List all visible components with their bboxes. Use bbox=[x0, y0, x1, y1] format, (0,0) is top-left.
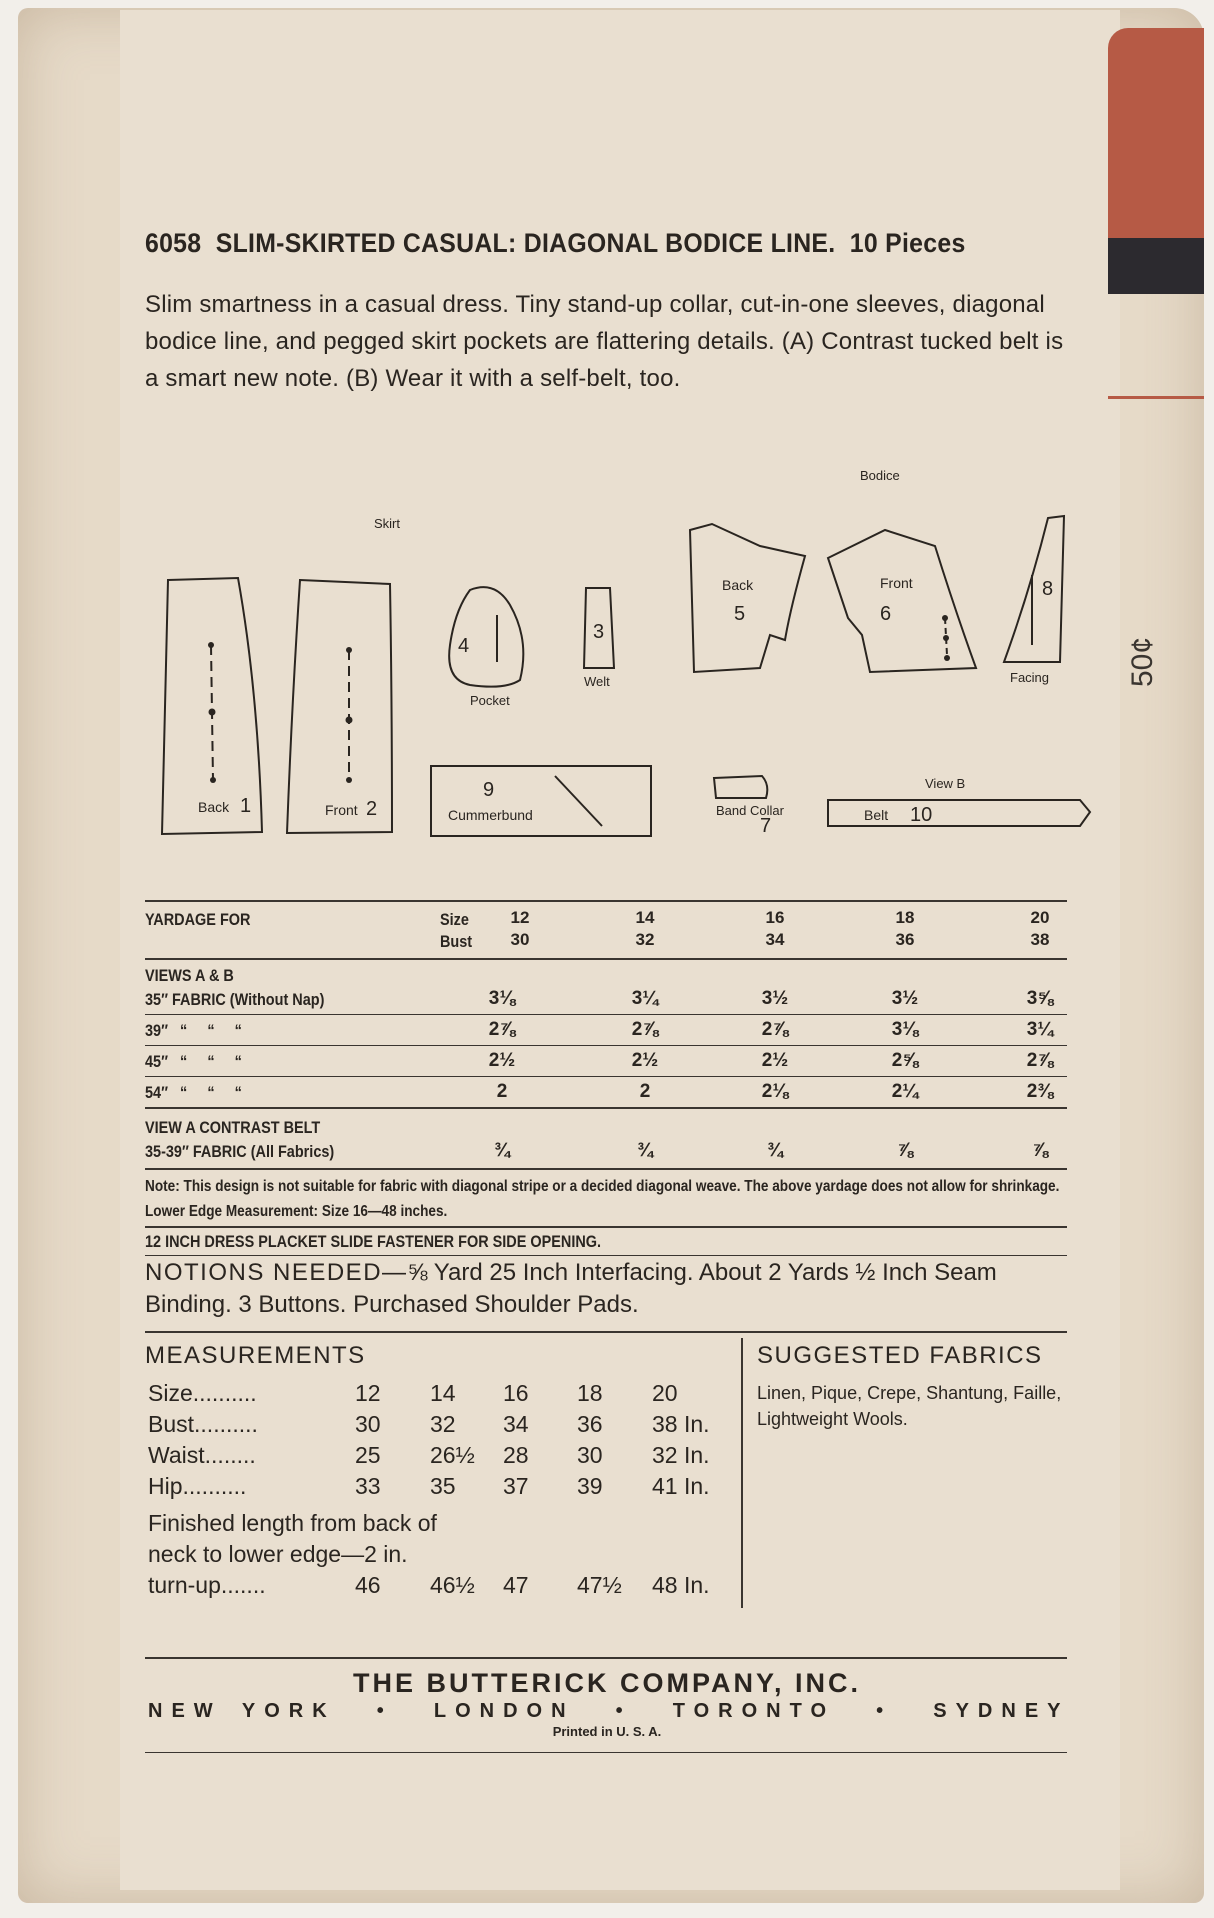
measurement-value: 25 bbox=[355, 1442, 381, 1468]
label-view-b: View B bbox=[925, 776, 966, 791]
measurement-value: 30 bbox=[577, 1442, 603, 1468]
piece-9-number: 9 bbox=[483, 779, 495, 801]
rule bbox=[145, 1168, 1067, 1170]
yardage-cell: 3¼ bbox=[1026, 1019, 1054, 1040]
company-name: THE BUTTERICK COMPANY, INC. bbox=[352, 1668, 861, 1698]
piece-1-label: Back bbox=[198, 799, 230, 815]
fabrics-text: Linen, Pique, Crepe, Shantung, Faille, Lightweight Wools. bbox=[757, 1383, 1062, 1429]
piece-4-label: Pocket bbox=[470, 693, 510, 708]
measurement-value: 28 bbox=[503, 1442, 529, 1468]
description: Slim smartness in a casual dress. Tiny stand-up collar, cut-in-one sleeves, diagonal bodice line, and pegged skirt pockets are flattering details. (A) Contrast tucked belt is a smart new note. (B) Wear it with a self-belt, too. bbox=[145, 291, 1064, 392]
yardage-cell: ¾ bbox=[494, 1140, 510, 1161]
yardage-cell: 2⅝ bbox=[891, 1050, 919, 1071]
yardage-heading: YARDAGE FOR bbox=[145, 910, 251, 929]
size-label: Size bbox=[440, 910, 469, 929]
yardage-cell: 2 bbox=[639, 1081, 651, 1102]
piece-10-number: 10 bbox=[910, 804, 933, 826]
turnup-value: 47½ bbox=[577, 1572, 622, 1598]
measurement-value: 35 bbox=[430, 1473, 456, 1499]
measurement-value: 36 bbox=[577, 1411, 603, 1437]
rule bbox=[145, 958, 1067, 960]
measurement-label: Bust.......... bbox=[148, 1411, 258, 1437]
red-rule bbox=[1108, 396, 1204, 399]
rule bbox=[145, 1226, 1067, 1228]
measurement-value: 39 bbox=[577, 1473, 603, 1499]
notions-heading: NOTIONS NEEDED— bbox=[145, 1259, 408, 1286]
piece-bodice-back bbox=[690, 524, 805, 672]
bust-header: 38 bbox=[1030, 930, 1050, 949]
yardage-cell: 2⅜ bbox=[1026, 1081, 1054, 1102]
measurement-value: 30 bbox=[355, 1411, 381, 1437]
yardage-cell: 3⅛ bbox=[891, 1019, 919, 1040]
column-divider bbox=[741, 1338, 743, 1608]
yardage-cell: 2⅞ bbox=[1026, 1050, 1054, 1071]
row-rule bbox=[145, 1045, 1067, 1046]
bust-label: Bust bbox=[440, 932, 473, 951]
piece-6-number: 6 bbox=[880, 603, 892, 625]
yardage-cell: 2¼ bbox=[891, 1081, 919, 1102]
size-header: 14 bbox=[635, 908, 655, 927]
bust-header: 34 bbox=[765, 930, 785, 949]
measurement-value: 34 bbox=[503, 1411, 529, 1437]
section-view-a: VIEW A CONTRAST BELT bbox=[145, 1118, 321, 1137]
yardage-row-label: 54″ “ “ “ bbox=[145, 1083, 242, 1102]
yardage-cell: ⅞ bbox=[897, 1140, 913, 1161]
notions-text: ⅝ Yard 25 Inch Interfacing. About 2 Yards ½ Inch Seam Binding. 3 Buttons. Purchased Shoulder Pads. bbox=[145, 1259, 997, 1318]
yardage-row-label: 39″ “ “ “ bbox=[145, 1021, 242, 1040]
label-bodice: Bodice bbox=[860, 468, 900, 483]
measurement-value: 12 bbox=[355, 1380, 381, 1406]
measurement-value: 16 bbox=[503, 1380, 529, 1406]
size-header: 16 bbox=[765, 908, 785, 927]
piece-5-label: Back bbox=[722, 577, 754, 593]
rule bbox=[145, 900, 1067, 902]
piece-band-collar bbox=[714, 776, 767, 798]
placket-note: 12 INCH DRESS PLACKET SLIDE FASTENER FOR SIDE OPENING. bbox=[145, 1232, 602, 1251]
yardage-cell: ⅞ bbox=[1032, 1140, 1048, 1161]
piece-skirt-front bbox=[287, 580, 392, 833]
yardage-cell: 2½ bbox=[488, 1050, 516, 1071]
piece-7-number: 7 bbox=[760, 815, 772, 837]
bust-header: 32 bbox=[635, 930, 655, 949]
row-rule bbox=[145, 1014, 1067, 1015]
piece-8-number: 8 bbox=[1042, 578, 1054, 600]
pattern-pieces-diagram bbox=[0, 440, 1214, 860]
piece-6-label: Front bbox=[880, 575, 913, 591]
piece-3-number: 3 bbox=[593, 621, 605, 643]
measurement-value: 41 In. bbox=[652, 1473, 710, 1499]
measurement-value: 20 bbox=[652, 1380, 678, 1406]
rule bbox=[145, 1657, 1067, 1659]
yardage-cell: ¾ bbox=[767, 1140, 783, 1161]
yardage-cell: 2 bbox=[496, 1081, 508, 1102]
rule bbox=[145, 1331, 1067, 1333]
fabrics-heading: SUGGESTED FABRICS bbox=[757, 1342, 1043, 1369]
piece-bodice-front bbox=[828, 530, 976, 672]
yardage-note: Note: This design is not suitable for fabric with diagonal stripe or a decided diagonal weave. The above yardage does not allow for shrinkage. Lower Edge Measurement: Size 16—48 inches. bbox=[145, 1178, 1060, 1220]
size-header: 12 bbox=[510, 908, 530, 927]
piece-8-label: Facing bbox=[1010, 670, 1050, 685]
turnup-value: 46 bbox=[355, 1572, 381, 1598]
yardage-row-label: 35-39″ FABRIC (All Fabrics) bbox=[145, 1142, 335, 1161]
piece-7-label: Band Collar bbox=[716, 803, 784, 818]
piece-3-label: Welt bbox=[584, 674, 610, 689]
yardage-cell: 2½ bbox=[631, 1050, 659, 1071]
measurement-label: Size.......... bbox=[148, 1380, 257, 1406]
measurement-value: 14 bbox=[430, 1380, 456, 1406]
piece-2-label: Front bbox=[325, 802, 358, 818]
size-header: 20 bbox=[1030, 908, 1050, 927]
grainline bbox=[555, 776, 602, 826]
size-header: 18 bbox=[895, 908, 915, 927]
piece-1-number: 1 bbox=[240, 795, 252, 817]
measurement-value: 33 bbox=[355, 1473, 381, 1499]
finished-length-line1: Finished length from back of bbox=[148, 1510, 437, 1536]
piece-4-number: 4 bbox=[458, 635, 470, 657]
measurement-value: 18 bbox=[577, 1380, 603, 1406]
yardage-cell: 2⅞ bbox=[761, 1019, 789, 1040]
company-cities: NEW YORK • LONDON • TORONTO • SYDNEY bbox=[148, 1700, 1070, 1722]
title-text: SLIM-SKIRTED CASUAL: DIAGONAL BODICE LINE. bbox=[215, 228, 836, 258]
turnup-value: 48 In. bbox=[652, 1572, 710, 1598]
label-skirt: Skirt bbox=[374, 516, 400, 531]
rule bbox=[145, 1255, 1067, 1256]
turnup-value: 46½ bbox=[430, 1572, 475, 1598]
bust-header: 36 bbox=[895, 930, 915, 949]
yardage-cell: 2⅞ bbox=[631, 1019, 659, 1040]
yardage-row-label: 35″ FABRIC (Without Nap) bbox=[145, 990, 325, 1009]
price: 50¢ bbox=[1126, 636, 1160, 688]
turnup-label: turn-up....... bbox=[148, 1572, 266, 1598]
finished-length-line2: neck to lower edge—2 in. bbox=[148, 1541, 408, 1567]
yardage-cell: 3⅝ bbox=[1026, 988, 1054, 1009]
piece-5-number: 5 bbox=[734, 603, 746, 625]
yardage-row-label: 45″ “ “ “ bbox=[145, 1052, 242, 1071]
row-rule bbox=[145, 1076, 1067, 1077]
printed-in: Printed in U. S. A. bbox=[552, 1724, 662, 1739]
yardage-cell: 3½ bbox=[891, 988, 919, 1009]
piece-10-label: Belt bbox=[864, 807, 889, 823]
measurement-label: Waist........ bbox=[148, 1442, 256, 1468]
piece-facing bbox=[1004, 516, 1064, 662]
row-rule bbox=[145, 1107, 1067, 1109]
measurement-value: 32 In. bbox=[652, 1442, 710, 1468]
yardage-cell: 2⅞ bbox=[488, 1019, 516, 1040]
yardage-cell: 2½ bbox=[761, 1050, 789, 1071]
pattern-title bbox=[145, 228, 966, 259]
turnup-value: 47 bbox=[503, 1572, 529, 1598]
measurements-heading: MEASUREMENTS bbox=[145, 1342, 366, 1369]
yardage-cell: 2⅛ bbox=[761, 1081, 789, 1102]
measurement-value: 37 bbox=[503, 1473, 529, 1499]
measurement-label: Hip.......... bbox=[148, 1473, 247, 1499]
dark-color-band bbox=[1108, 238, 1204, 294]
pattern-number: 6058 bbox=[145, 228, 202, 258]
red-color-band bbox=[1108, 28, 1204, 238]
yardage-cell: ¾ bbox=[637, 1140, 653, 1161]
piece-cummerbund bbox=[431, 766, 651, 836]
rule bbox=[145, 1752, 1067, 1753]
measurement-value: 38 In. bbox=[652, 1411, 710, 1437]
yardage-cell: 3⅛ bbox=[488, 988, 516, 1009]
piece-2-number: 2 bbox=[366, 798, 378, 820]
notions bbox=[145, 1257, 1075, 1321]
measurement-value: 32 bbox=[430, 1411, 456, 1437]
measurement-value: 26½ bbox=[430, 1442, 475, 1468]
yardage-cell: 3¼ bbox=[631, 988, 659, 1009]
piece-count: 10 Pieces bbox=[849, 228, 966, 258]
bust-header: 30 bbox=[510, 930, 530, 949]
yardage-cell: 3½ bbox=[761, 988, 789, 1009]
section-views-ab: VIEWS A & B bbox=[145, 966, 234, 985]
piece-9-label: Cummerbund bbox=[448, 807, 533, 823]
